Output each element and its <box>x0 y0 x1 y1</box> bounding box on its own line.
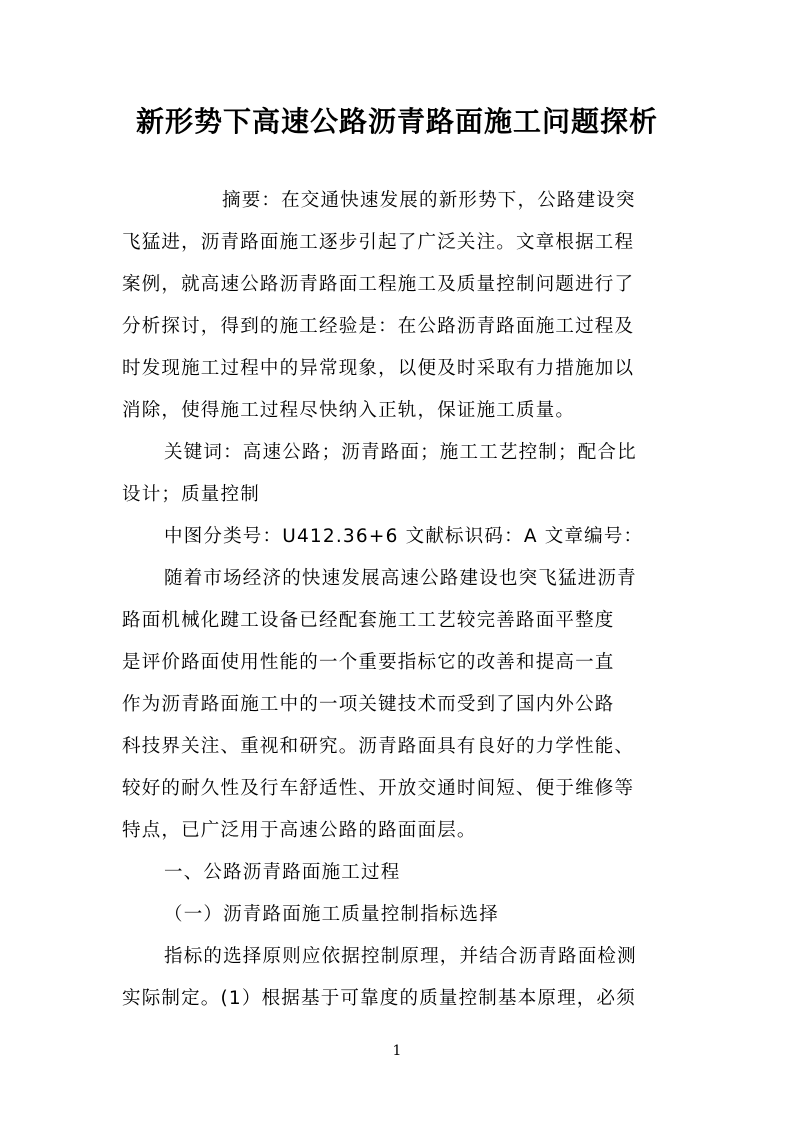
abstract-line-6: 消除，使得施工过程尽快纳入正轨，保证施工质量。 <box>122 400 576 421</box>
document-title: 新形势下高速公路沥青路面施工问题探析 <box>135 105 658 138</box>
abstract-line-4: 分析探讨，得到的施工经验是：在公路沥青路面施工过程及 <box>122 316 635 337</box>
intro-line-5: 科技界关注、重视和研究。沥青路面具有良好的力学性能、 <box>122 736 635 757</box>
paragraph-line-1: 指标的选择原则应依据控制原理，并结合沥青路面检测 <box>164 946 637 967</box>
intro-line-4: 作为沥青路面施工中的一项关键技术而受到了国内外公路 <box>122 694 615 715</box>
intro-line-7: 特点，已广泛用于高速公路的路面面层。 <box>122 820 477 841</box>
intro-line-2: 路面机械化踺工设备已经配套施工工艺较完善路面平整度 <box>122 610 615 631</box>
intro-line-6: 较好的耐久性及行车舒适性、开放交通时间短、便于维修等 <box>122 778 635 799</box>
keywords-line-1: 关键词：高速公路；沥青路面；施工工艺控制；配合比 <box>164 442 637 463</box>
paragraph-line-2: 实际制定。(1）根据基于可靠度的质量控制基本原理，必须 <box>122 988 636 1009</box>
page-number: 1 <box>392 1043 402 1059</box>
abstract-line-1: 摘要：在交通快速发展的新形势下，公路建设突 <box>222 190 636 211</box>
section-heading: 一、公路沥青路面施工过程 <box>164 862 401 883</box>
abstract-line-2: 飞猛进，沥青路面施工逐步引起了广泛关注。文章根据工程 <box>122 232 635 253</box>
classification-line: 中图分类号：U412.36+6 文献标识码：A 文章编号： <box>164 526 644 547</box>
abstract-line-5: 时发现施工过程中的异常现象，以便及时采取有力措施加以 <box>122 358 635 379</box>
subsection-heading: （一）沥青路面施工质量控制指标选择 <box>164 904 499 925</box>
intro-line-3: 是评价路面使用性能的一个重要指标它的改善和提高一直 <box>122 652 615 673</box>
intro-line-1: 随着市场经济的快速发展高速公路建设也突飞猛进沥青 <box>164 568 637 589</box>
keywords-line-2: 设计；质量控制 <box>122 484 260 505</box>
abstract-line-3: 案例，就高速公路沥青路面工程施工及质量控制问题进行了 <box>122 274 635 295</box>
